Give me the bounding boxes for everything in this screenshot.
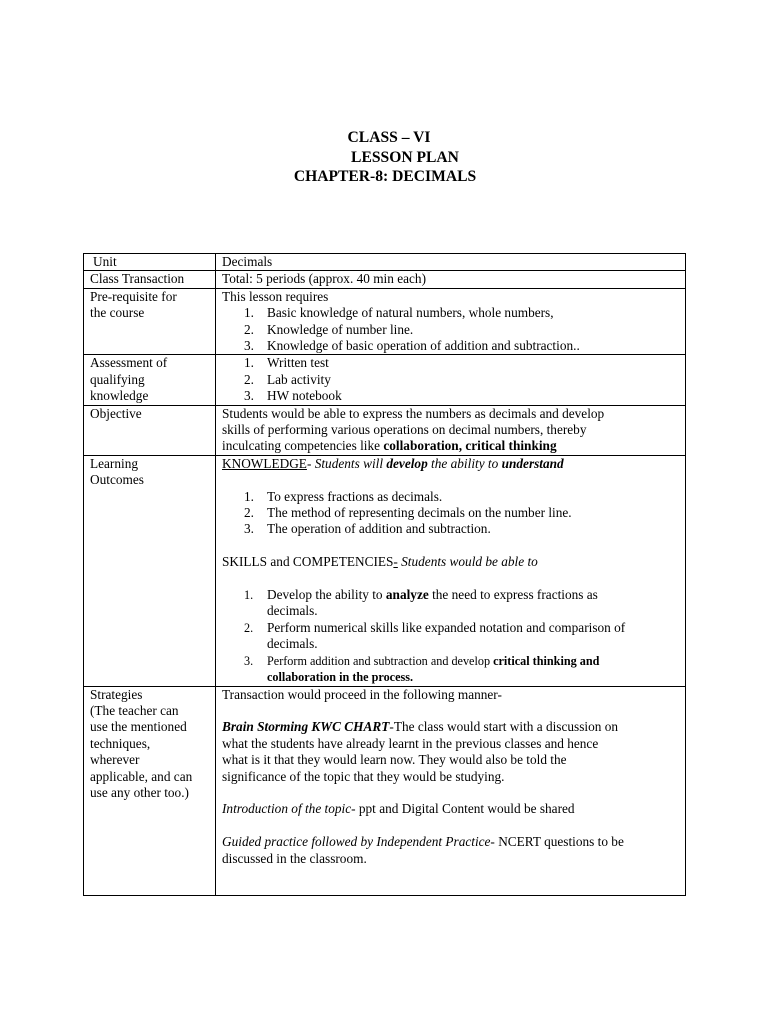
guided-text: NCERT questions to be [494,834,624,850]
row-label-prereq [84,288,216,355]
skills-dash: - [393,554,398,570]
objective-text [222,438,681,454]
assessment-item-text: Lab activity [267,371,331,387]
prereq-item-text: Basic knowledge of natural numbers, whole numbers, [267,305,554,321]
introduction-title: Introduction of the topic- [222,801,356,817]
unit-label: Unit [93,254,117,269]
row-value-unit: Decimals [216,254,686,271]
list-item: 2. The method of representing decimals on the number line. [244,505,572,521]
row-value-prereq [216,288,686,355]
objective-text-plain: inculcating competencies like [222,438,384,454]
knowledge-item-text: The method of representing decimals on the number line. [267,505,572,521]
document-header [0,128,768,187]
row-value-objective [216,405,686,455]
skill-text: the need to express fractions as [428,587,598,603]
skill-text-bold: analyze [385,587,429,603]
row-label-outcomes [84,455,216,686]
table-row [84,271,686,288]
objective-text: Students would be able to express the numbers as decimals and develop [222,405,605,421]
knowledge-list [222,489,681,538]
list-item: 1. Develop the ability to analyze the need to express fractions as decimals. [222,587,681,620]
knowledge-item-text: The operation of addition and subtraction. [267,521,491,537]
list-item: 2. Knowledge of number line. [244,321,414,337]
assessment-list [222,355,681,404]
assessment-label-line: knowledge [90,388,149,404]
row-value-outcomes [216,455,686,686]
list-item: 2. Perform numerical skills like expanded notation and comparison of decimals. [222,620,681,653]
table-row [84,254,686,271]
list-item: 1. Basic knowledge of natural numbers, whole numbers, [244,305,554,321]
brainstorm-title: Brain Storming KWC CHART [222,719,390,735]
prereq-label-line: Pre-requisite for [90,288,177,304]
strategies-intro: Transaction would proceed in the following manner- [222,686,502,702]
prereq-list [222,305,681,354]
lesson-plan-title: LESSON PLAN [351,148,459,166]
strategies-label-line: techniques, [90,735,151,751]
row-value-strategies [216,686,686,895]
brainstorm-text: significance of the topic that they would be studying. [222,768,505,784]
class-title: CLASS – VI [347,129,431,146]
list-item: 3. HW notebook [244,388,342,404]
brainstorm-line [222,719,681,735]
skills-head: SKILLS and COMPETENCIES [222,554,394,570]
assessment-label-line: Assessment of [90,355,168,371]
row-label-unit [84,254,216,271]
table-row [84,355,686,405]
row-label-strategies [84,686,216,895]
skill-line [267,653,681,669]
list-item: 1. Written test [244,355,329,371]
skills-italic: Students would be able to [397,554,538,570]
prereq-label-line: the course [90,305,145,321]
guided-title: Guided practice followed by Independent Practice- [222,834,495,850]
skills-heading [222,554,681,570]
brainstorm-text: -The class would start with a discussion on [389,719,618,735]
skill-text: Perform addition and subtraction and develop [267,653,494,668]
skills-list [222,587,681,685]
introduction-text: ppt and Digital Content would be shared [355,801,575,817]
introduction-line [222,801,681,817]
knowledge-dash: - [306,455,315,471]
assessment-item-text: HW notebook [267,388,342,404]
list-item: 3. Perform addition and subtraction and develop critical thinking and collaboration in the process. [222,653,681,686]
list-item: 3. Knowledge of basic operation of addition and subtraction.. [244,338,580,354]
assessment-item-text: Written test [267,355,329,371]
table-row [84,405,686,455]
strategies-label-line: use any other too.) [90,784,189,800]
brainstorm-text: what the students have already learnt in the previous classes and hence [222,735,599,751]
row-label-objective: Objective [84,405,216,455]
row-label-assessment [84,355,216,405]
strategies-label-line: (The teacher can [90,702,179,718]
guided-line [222,834,681,850]
table-row [84,686,686,895]
outcomes-label-line: Learning [90,455,138,471]
row-label-transaction: Class Transaction [84,271,216,288]
list-item: 3. The operation of addition and subtraction. [244,521,491,537]
lesson-plan-table [83,253,686,896]
skill-text-bold: collaboration in the process. [267,670,414,685]
knowledge-item-text: To express fractions as decimals. [267,488,443,504]
skill-text: decimals. [267,636,318,652]
guided-text: discussed in the classroom. [222,850,367,866]
strategies-label-line: use the mentioned [90,719,187,735]
prereq-item-text: Knowledge of number line. [267,321,414,337]
skill-text: Perform numerical skills like expanded notation and comparison of [267,619,626,635]
skill-line [267,587,681,603]
outcomes-label-line: Outcomes [90,472,144,488]
knowledge-bold-italic: develop [386,455,428,471]
strategies-label-line: Strategies [90,686,143,702]
skill-text-bold: critical thinking and [493,653,600,668]
knowledge-italic: the ability to [427,455,502,471]
list-item: 1. To express fractions as decimals. [244,488,443,504]
assessment-label-line: qualifying [90,371,145,387]
skill-text: Develop the ability to [267,587,386,603]
knowledge-bold-italic: understand [501,455,564,471]
table-row [84,288,686,355]
objective-text-bold: collaboration, critical thinking [383,438,557,454]
brainstorm-text: what is it that they would learn now. They would also be told the [222,752,567,768]
prereq-intro: This lesson requires [222,288,329,304]
chapter-title: CHAPTER-8: DECIMALS [293,168,477,185]
strategies-label-line: wherever [90,752,140,768]
knowledge-italic: Students will [314,455,387,471]
table-row [84,455,686,686]
strategies-label-line: applicable, and can [90,768,193,784]
knowledge-head: KNOWLEDGE [222,455,307,471]
objective-text: skills of performing various operations on decimal numbers, thereby [222,422,587,438]
prereq-item-text: Knowledge of basic operation of addition and subtraction.. [267,338,580,354]
row-value-transaction: Total: 5 periods (approx. 40 min each) [216,271,686,288]
list-item: 2. Lab activity [244,371,331,387]
row-value-assessment [216,355,686,405]
knowledge-heading [222,456,681,472]
skill-text: decimals. [267,603,318,619]
